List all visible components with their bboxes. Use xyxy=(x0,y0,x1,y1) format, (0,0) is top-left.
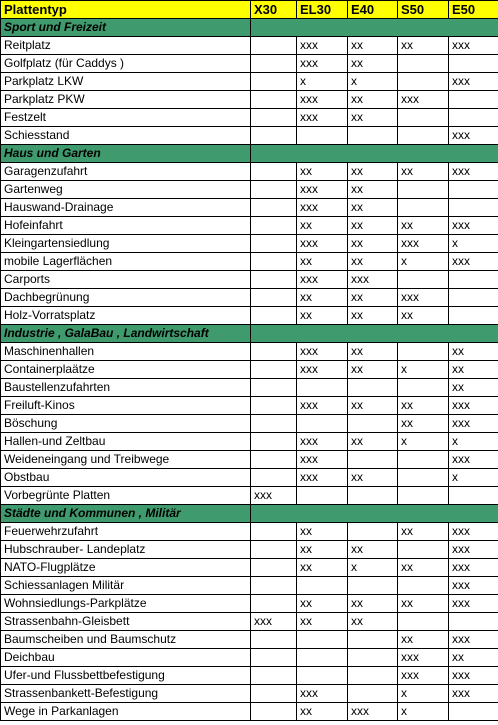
rating-cell: xx xyxy=(398,415,449,433)
header-plattentyp: Plattentyp xyxy=(1,1,251,19)
rating-cell xyxy=(251,109,297,127)
table-row xyxy=(1,109,498,127)
rating-cell: xxx xyxy=(297,181,348,199)
rating-cell: xx xyxy=(348,469,398,487)
table-row xyxy=(1,37,498,55)
rating-cell xyxy=(297,577,348,595)
rating-cell xyxy=(398,271,449,289)
row-label: Hofeinfahrt xyxy=(1,217,251,235)
rating-cell: xx xyxy=(398,307,449,325)
rating-cell: xxx xyxy=(297,343,348,361)
rating-cell: xx xyxy=(297,541,348,559)
row-label: Baustellenzufahrten xyxy=(1,379,251,397)
rating-cell xyxy=(398,73,449,91)
rating-cell xyxy=(297,379,348,397)
rating-cell xyxy=(251,469,297,487)
rating-cell: xx xyxy=(297,253,348,271)
rating-cell xyxy=(348,523,398,541)
row-label: Golfplatz (für Caddys ) xyxy=(1,55,251,73)
row-label: Schiesstand xyxy=(1,127,251,145)
rating-cell: xx xyxy=(449,379,498,397)
rating-cell xyxy=(449,55,498,73)
rating-cell: xx xyxy=(348,541,398,559)
table-row xyxy=(1,253,498,271)
rating-cell xyxy=(251,271,297,289)
rating-cell: xx xyxy=(398,217,449,235)
rating-cell xyxy=(398,109,449,127)
row-label: Reitplatz xyxy=(1,37,251,55)
rating-cell: x xyxy=(398,685,449,703)
section-fill xyxy=(251,145,498,163)
rating-cell: xx xyxy=(348,307,398,325)
header-s50: S50 xyxy=(398,1,449,19)
header-e50: E50 xyxy=(449,1,498,19)
rating-cell xyxy=(449,703,498,721)
section-row xyxy=(1,505,498,523)
rating-cell: xx xyxy=(348,613,398,631)
header-el30: EL30 xyxy=(297,1,348,19)
rating-cell: xx xyxy=(348,55,398,73)
rating-cell: xx xyxy=(297,217,348,235)
rating-cell xyxy=(398,541,449,559)
row-label: Hubschrauber- Landeplatz xyxy=(1,541,251,559)
table-row xyxy=(1,217,498,235)
row-label: Ufer-und Flussbettbefestigung xyxy=(1,667,251,685)
rating-cell: xx xyxy=(398,37,449,55)
rating-cell xyxy=(449,199,498,217)
table-row xyxy=(1,685,498,703)
row-label: Parkplatz LKW xyxy=(1,73,251,91)
rating-cell xyxy=(398,379,449,397)
row-label: Gartenweg xyxy=(1,181,251,199)
rating-cell: x xyxy=(348,559,398,577)
header-e40: E40 xyxy=(348,1,398,19)
rating-cell xyxy=(297,667,348,685)
row-label: Maschinenhallen xyxy=(1,343,251,361)
rating-cell: xx xyxy=(348,289,398,307)
table-row xyxy=(1,487,498,505)
row-label: Carports xyxy=(1,271,251,289)
row-label: Festzelt xyxy=(1,109,251,127)
rating-cell xyxy=(251,379,297,397)
rating-cell xyxy=(251,163,297,181)
rating-cell xyxy=(398,181,449,199)
rating-cell xyxy=(251,91,297,109)
rating-cell: xxx xyxy=(297,199,348,217)
rating-cell xyxy=(251,235,297,253)
row-label: Weideneingang und Treibwege xyxy=(1,451,251,469)
rating-cell: xx xyxy=(398,523,449,541)
row-label: Hallen-und Zeltbau xyxy=(1,433,251,451)
table-row xyxy=(1,343,498,361)
rating-cell: xxx xyxy=(251,613,297,631)
rating-cell: xx xyxy=(348,91,398,109)
rating-cell: xxx xyxy=(398,667,449,685)
row-label: Freiluft-Kinos xyxy=(1,397,251,415)
rating-cell: xxx xyxy=(449,577,498,595)
rating-cell: x xyxy=(449,235,498,253)
rating-cell: xxx xyxy=(449,217,498,235)
rating-cell: xx xyxy=(398,163,449,181)
rating-cell: xx xyxy=(449,361,498,379)
rating-cell xyxy=(398,577,449,595)
section-title: Haus und Garten xyxy=(1,145,251,163)
table-row xyxy=(1,91,498,109)
rating-cell: xxx xyxy=(297,361,348,379)
rating-cell: xxx xyxy=(449,685,498,703)
table-row xyxy=(1,631,498,649)
rating-cell: xxx xyxy=(449,523,498,541)
rating-cell xyxy=(251,199,297,217)
rating-cell: xx xyxy=(398,559,449,577)
row-label: Hauswand-Drainage xyxy=(1,199,251,217)
rating-cell xyxy=(398,199,449,217)
rating-cell: xx xyxy=(449,343,498,361)
rating-cell: xx xyxy=(297,613,348,631)
header-x30: X30 xyxy=(251,1,297,19)
rating-cell: xxx xyxy=(449,415,498,433)
row-label: Wohnsiedlungs-Parkplätze xyxy=(1,595,251,613)
table-row xyxy=(1,55,498,73)
table-row xyxy=(1,577,498,595)
header-row xyxy=(1,1,498,19)
table-row xyxy=(1,559,498,577)
rating-cell xyxy=(251,559,297,577)
rating-cell xyxy=(449,181,498,199)
rating-cell xyxy=(251,37,297,55)
rating-cell xyxy=(348,667,398,685)
rating-cell: xxx xyxy=(398,235,449,253)
rating-cell: xxx xyxy=(449,541,498,559)
row-label: Böschung xyxy=(1,415,251,433)
rating-cell xyxy=(348,487,398,505)
rating-cell: x xyxy=(348,73,398,91)
table-row xyxy=(1,613,498,631)
rating-cell xyxy=(297,487,348,505)
rating-cell xyxy=(449,487,498,505)
row-label: Wege in Parkanlagen xyxy=(1,703,251,721)
section-row xyxy=(1,19,498,37)
rating-cell: xxx xyxy=(297,55,348,73)
table-row xyxy=(1,271,498,289)
table-row xyxy=(1,433,498,451)
rating-cell xyxy=(251,253,297,271)
section-title: Städte und Kommunen , Militär xyxy=(1,505,251,523)
rating-cell xyxy=(251,541,297,559)
table-row xyxy=(1,523,498,541)
rating-cell xyxy=(398,487,449,505)
rating-cell xyxy=(348,577,398,595)
row-label: Parkplatz PKW xyxy=(1,91,251,109)
table-row xyxy=(1,127,498,145)
section-row xyxy=(1,325,498,343)
rating-cell xyxy=(398,343,449,361)
table-row xyxy=(1,379,498,397)
table-row xyxy=(1,163,498,181)
rating-cell: xxx xyxy=(449,127,498,145)
rating-cell: xxx xyxy=(348,703,398,721)
table-row xyxy=(1,451,498,469)
rating-cell: xxx xyxy=(398,289,449,307)
rating-cell: xxx xyxy=(297,397,348,415)
rating-cell: xx xyxy=(297,559,348,577)
row-label: Obstbau xyxy=(1,469,251,487)
table-row xyxy=(1,289,498,307)
rating-cell: xx xyxy=(297,163,348,181)
rating-cell xyxy=(251,397,297,415)
rating-cell xyxy=(251,433,297,451)
rating-cell: xxx xyxy=(398,91,449,109)
rating-cell xyxy=(449,91,498,109)
row-label: Vorbegrünte Platten xyxy=(1,487,251,505)
rating-cell: xx xyxy=(348,397,398,415)
rating-cell xyxy=(449,289,498,307)
rating-cell: x xyxy=(398,253,449,271)
table-row xyxy=(1,235,498,253)
table-row xyxy=(1,397,498,415)
rating-cell xyxy=(251,127,297,145)
rating-cell: xx xyxy=(297,703,348,721)
rating-cell: xx xyxy=(348,361,398,379)
rating-cell: xx xyxy=(348,37,398,55)
rating-cell: xxx xyxy=(449,253,498,271)
table-row xyxy=(1,541,498,559)
rating-cell xyxy=(348,451,398,469)
section-title: Industrie , GalaBau , Landwirtschaft xyxy=(1,325,251,343)
rating-cell: xxx xyxy=(297,91,348,109)
rating-cell xyxy=(348,127,398,145)
rating-cell: xxx xyxy=(297,685,348,703)
section-fill xyxy=(251,19,498,37)
row-label: Garagenzufahrt xyxy=(1,163,251,181)
row-label: Strassenbahn-Gleisbett xyxy=(1,613,251,631)
rating-cell: xx xyxy=(348,163,398,181)
rating-cell xyxy=(251,307,297,325)
section-fill xyxy=(251,505,498,523)
rating-cell: xxx xyxy=(449,595,498,613)
section-title: Sport und Freizeit xyxy=(1,19,251,37)
rating-cell xyxy=(251,667,297,685)
rating-cell xyxy=(398,55,449,73)
rating-cell xyxy=(297,127,348,145)
table-row xyxy=(1,667,498,685)
table-row xyxy=(1,181,498,199)
row-label: Feuerwehrzufahrt xyxy=(1,523,251,541)
rating-cell xyxy=(297,631,348,649)
rating-cell xyxy=(251,289,297,307)
rating-cell xyxy=(398,469,449,487)
row-label: mobile Lagerflächen xyxy=(1,253,251,271)
rating-cell: x xyxy=(398,361,449,379)
rating-cell: xx xyxy=(297,595,348,613)
rating-cell: xxx xyxy=(449,631,498,649)
row-label: Holz-Vorratsplatz xyxy=(1,307,251,325)
rating-cell xyxy=(297,415,348,433)
rating-cell: xx xyxy=(348,235,398,253)
rating-cell: xx xyxy=(348,433,398,451)
rating-cell xyxy=(449,307,498,325)
rating-cell: x xyxy=(398,433,449,451)
rating-cell xyxy=(348,415,398,433)
rating-cell: xxx xyxy=(449,451,498,469)
rating-cell: xxx xyxy=(348,271,398,289)
table-row xyxy=(1,595,498,613)
rating-cell xyxy=(449,271,498,289)
rating-cell: xxx xyxy=(251,487,297,505)
row-label: Strassenbankett-Befestigung xyxy=(1,685,251,703)
rating-cell: xxx xyxy=(297,37,348,55)
rating-cell xyxy=(348,685,398,703)
rating-cell: xx xyxy=(348,253,398,271)
rating-cell xyxy=(449,613,498,631)
table-row xyxy=(1,415,498,433)
rating-cell: xx xyxy=(398,595,449,613)
rating-cell: xxx xyxy=(449,37,498,55)
table-row xyxy=(1,361,498,379)
row-label: Deichbau xyxy=(1,649,251,667)
rating-cell: xx xyxy=(348,343,398,361)
rating-cell: xx xyxy=(348,595,398,613)
rating-cell xyxy=(297,649,348,667)
rating-cell xyxy=(449,109,498,127)
table-row xyxy=(1,73,498,91)
rating-cell: xxx xyxy=(449,397,498,415)
rating-cell xyxy=(348,631,398,649)
rating-cell: x xyxy=(398,703,449,721)
row-label: Kleingartensiedlung xyxy=(1,235,251,253)
rating-cell: xxx xyxy=(449,559,498,577)
rating-cell xyxy=(251,631,297,649)
rating-cell: xx xyxy=(297,523,348,541)
table-row xyxy=(1,199,498,217)
rating-cell xyxy=(251,523,297,541)
table-row xyxy=(1,307,498,325)
rating-cell: xx xyxy=(398,397,449,415)
rating-cell xyxy=(251,595,297,613)
rating-cell: xxx xyxy=(297,235,348,253)
rating-cell: xxx xyxy=(297,271,348,289)
table-body xyxy=(1,19,498,721)
rating-cell xyxy=(251,451,297,469)
rating-cell: xx xyxy=(449,649,498,667)
row-label: Baumscheiben und Baumschutz xyxy=(1,631,251,649)
rating-cell: x xyxy=(449,469,498,487)
rating-cell: xxx xyxy=(398,649,449,667)
rating-cell: xx xyxy=(297,307,348,325)
row-label: Schiessanlagen Militär xyxy=(1,577,251,595)
rating-cell xyxy=(398,451,449,469)
rating-cell xyxy=(251,415,297,433)
rating-cell: xxx xyxy=(297,469,348,487)
rating-cell xyxy=(398,613,449,631)
section-row xyxy=(1,145,498,163)
rating-cell: xxx xyxy=(297,433,348,451)
rating-cell xyxy=(251,73,297,91)
rating-cell: xx xyxy=(348,217,398,235)
rating-cell xyxy=(251,217,297,235)
rating-cell xyxy=(251,649,297,667)
rating-cell: xx xyxy=(348,181,398,199)
rating-cell: xxx xyxy=(297,109,348,127)
rating-cell: xxx xyxy=(449,163,498,181)
rating-cell xyxy=(348,649,398,667)
row-label: NATO-Flugplätze xyxy=(1,559,251,577)
rating-cell: x xyxy=(449,433,498,451)
rating-cell xyxy=(251,703,297,721)
rating-cell: xxx xyxy=(449,73,498,91)
rating-cell xyxy=(251,577,297,595)
rating-cell: xx xyxy=(348,199,398,217)
rating-cell xyxy=(251,343,297,361)
rating-cell: xx xyxy=(297,289,348,307)
rating-cell: xxx xyxy=(449,667,498,685)
rating-cell xyxy=(251,685,297,703)
table-row xyxy=(1,469,498,487)
rating-cell: x xyxy=(297,73,348,91)
rating-cell xyxy=(348,379,398,397)
rating-cell xyxy=(251,361,297,379)
rating-cell: xxx xyxy=(297,451,348,469)
table-row xyxy=(1,649,498,667)
row-label: Dachbegrünung xyxy=(1,289,251,307)
rating-cell: xx xyxy=(398,631,449,649)
rating-cell xyxy=(251,55,297,73)
rating-cell xyxy=(398,127,449,145)
rating-cell xyxy=(251,181,297,199)
table-row xyxy=(1,703,498,721)
row-label: Containerplaätze xyxy=(1,361,251,379)
rating-cell: xx xyxy=(348,109,398,127)
section-fill xyxy=(251,325,498,343)
